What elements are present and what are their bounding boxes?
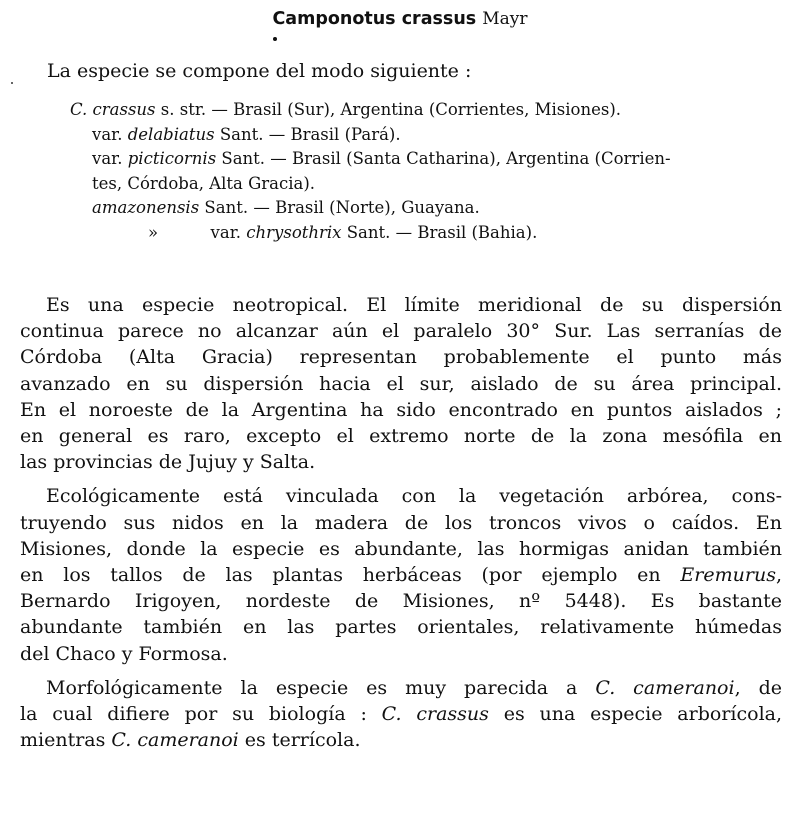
taxon-distribution: s. str. — Brasil (Sur), Argentina (Corrientes, Misiones).	[155, 100, 621, 119]
text-line	[20, 344, 782, 370]
italic-taxon: C. crassus	[381, 703, 489, 726]
taxon-name: delabiatus	[127, 124, 215, 144]
text-line	[20, 292, 782, 318]
text-run: Morfológicamente la especie es muy parecida a	[46, 676, 596, 699]
text-line	[20, 727, 782, 753]
taxon-entry	[92, 147, 671, 172]
heading-author: Mayr	[482, 9, 528, 29]
paragraph	[20, 483, 782, 666]
text-run: , de	[734, 676, 782, 699]
text-run: Es una especie neotropical. El límite meridional de su dispersión	[46, 294, 782, 316]
text-run: ,	[775, 564, 782, 587]
text-run: abundante también en las partes orientales, relativamente húmedas	[20, 616, 782, 639]
intro-sentence: La especie se compone del modo siguiente :	[47, 60, 472, 82]
taxon-name: picticornis	[127, 149, 217, 168]
text-run: las provincias de Jujuy y Salta.	[20, 451, 316, 474]
text-line	[20, 510, 782, 536]
text-run: truyendo sus nidos en la madera de los troncos vivos o caídos. En	[20, 511, 782, 534]
text-line	[20, 701, 782, 727]
page-heading	[0, 6, 800, 31]
text-run: Bernardo Irigoyen, nordeste de Misiones, nº 5448). Es bastante	[20, 590, 782, 613]
taxon-distribution: Sant. — Brasil (Norte), Guayana.	[199, 198, 480, 217]
taxon-entry	[70, 98, 621, 123]
taxon-prefix: var.	[92, 149, 128, 168]
text-run: Misiones, donde la especie es abundante, las hormigas anidan también	[20, 537, 782, 560]
taxon-distribution: Sant. — Brasil (Bahia).	[341, 222, 538, 242]
text-run: la cual difiere por su biología :	[20, 703, 382, 726]
scan-speck	[11, 82, 13, 84]
heading-species: Camponotus crassus	[272, 9, 477, 29]
taxon-prefix: var.	[92, 124, 128, 144]
text-line	[20, 641, 782, 667]
taxon-distribution: Sant. — Brasil (Santa Catharina), Argentina (Corrien-	[216, 149, 671, 168]
paragraph	[20, 675, 782, 754]
paragraph	[20, 292, 782, 475]
text-run: continua parece no alcanzar aún el paralelo 30° Sur. Las serranías de	[20, 320, 782, 343]
text-run: en general es raro, excepto el extremo norte de la zona mesófila en	[20, 425, 782, 448]
text-run: En el noroeste de la Argentina ha sido encontrado en puntos aislados ;	[20, 398, 782, 421]
ornament-dot	[273, 37, 277, 41]
text-line	[20, 562, 782, 588]
text-line	[20, 423, 782, 449]
italic-taxon: C. cameranoi	[111, 729, 239, 752]
text-run: del Chaco y Formosa.	[20, 642, 228, 665]
text-line	[20, 614, 782, 640]
taxon-entry	[148, 221, 537, 246]
italic-taxon: Eremurus	[680, 564, 776, 587]
taxon-name: amazonensis	[92, 198, 200, 217]
text-line	[20, 675, 782, 701]
text-line	[20, 483, 782, 509]
taxon-prefix: » var.	[148, 222, 247, 242]
text-line	[20, 397, 782, 423]
text-run: mientras	[20, 729, 112, 752]
text-run: Ecológicamente está vinculada con la vegetación arbórea, cons-	[46, 485, 782, 508]
text-run: es terrícola.	[238, 729, 361, 752]
body-text	[20, 292, 782, 753]
taxon-name: C. crassus	[70, 100, 156, 119]
text-run: Córdoba (Alta Gracia) representan probablemente el punto más	[20, 346, 782, 369]
text-run: es una especie arborícola,	[488, 703, 783, 726]
taxon-entry	[92, 196, 480, 221]
italic-taxon: C. cameranoi	[595, 676, 735, 699]
taxon-distribution: Sant. — Brasil (Pará).	[214, 124, 401, 144]
text-line	[20, 588, 782, 614]
text-line	[20, 449, 782, 475]
text-line	[20, 371, 782, 397]
taxon-entry	[92, 123, 401, 148]
text-line	[20, 536, 782, 562]
taxon-entry	[92, 172, 315, 197]
taxon-name: chrysothrix	[246, 222, 342, 242]
text-line	[20, 318, 782, 344]
text-run: avanzado en su dispersión hacia el sur, aislado de su área principal.	[20, 372, 782, 395]
text-run: en los tallos de las plantas herbáceas (por ejemplo en	[20, 564, 681, 587]
taxon-distribution: tes, Córdoba, Alta Gracia).	[92, 173, 316, 193]
